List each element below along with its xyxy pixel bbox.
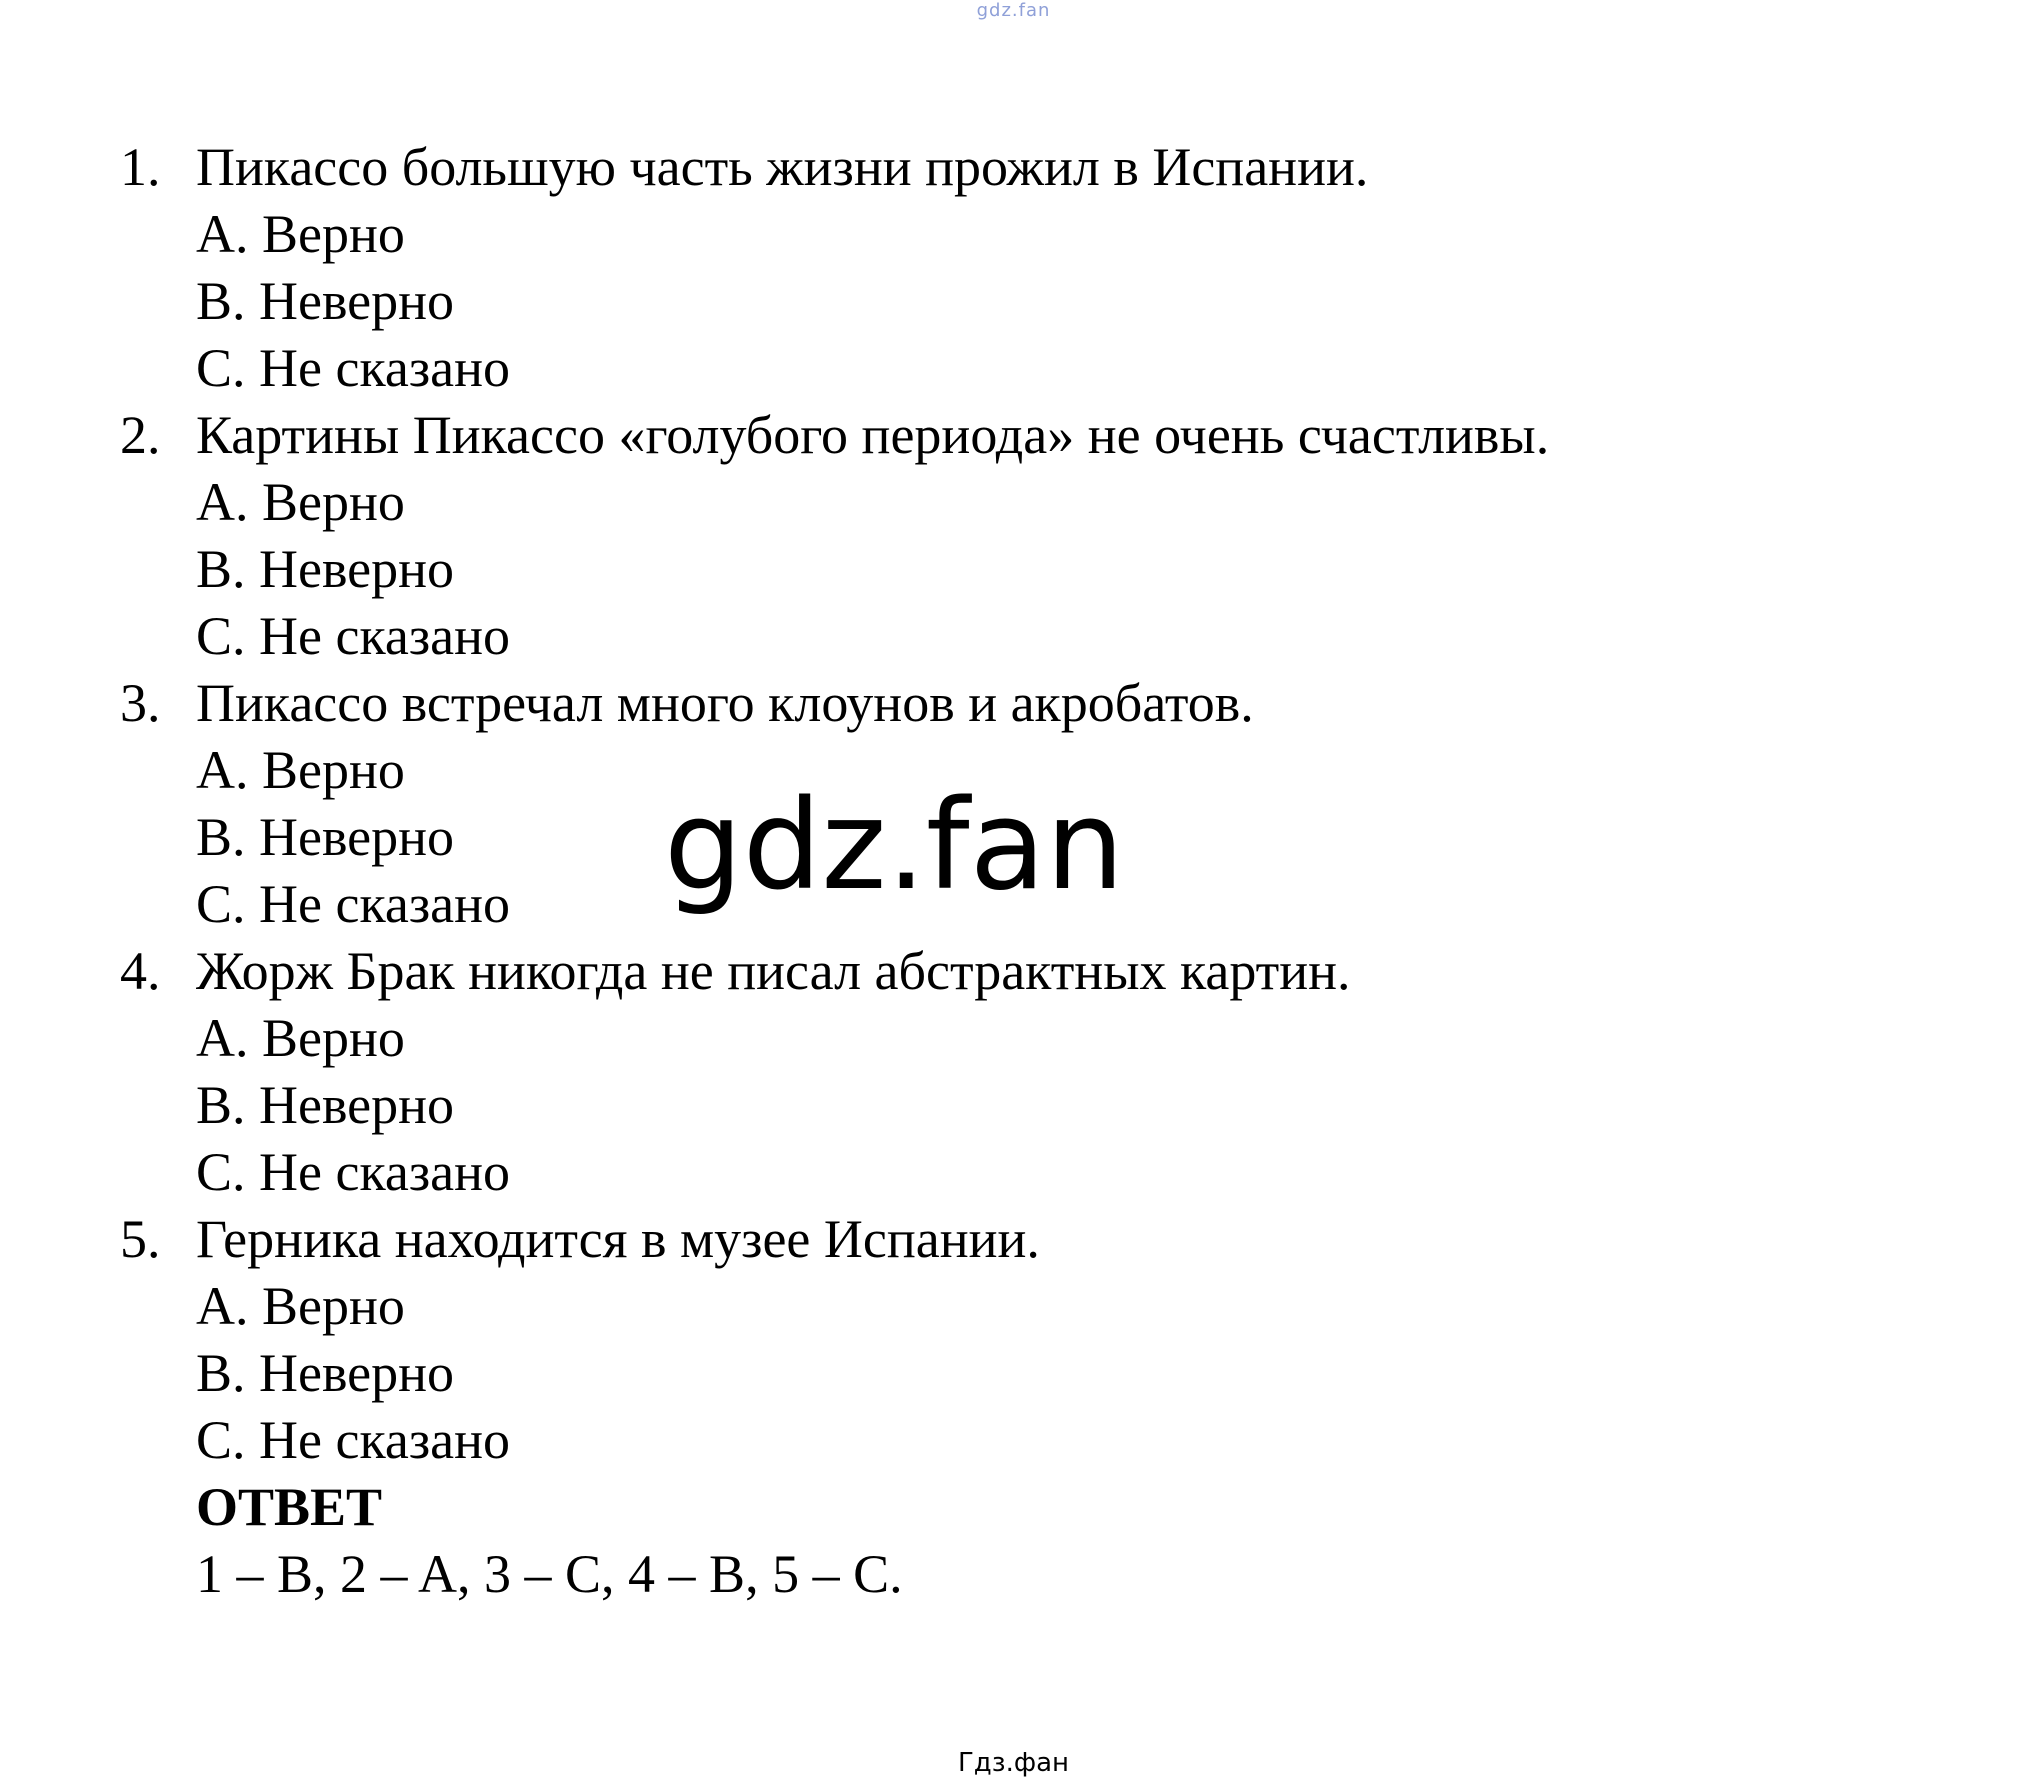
question-number: 2.: [120, 405, 161, 465]
option-label: C. Не сказано: [196, 874, 511, 934]
option-label: B. Неверно: [196, 1075, 455, 1135]
option-label: A. Верно: [196, 1008, 405, 1068]
option-label: C. Не сказано: [196, 1410, 511, 1470]
option-label: B. Неверно: [196, 539, 455, 599]
question-number: 4.: [120, 941, 161, 1001]
question-number: 3.: [120, 673, 161, 733]
question-number: 1.: [120, 137, 161, 197]
option-label: A. Верно: [196, 740, 405, 800]
option-label: A. Верно: [196, 472, 405, 532]
question-number: 5.: [120, 1209, 161, 1269]
answer-text: 1 – B, 2 – A, 3 – C, 4 – B, 5 – C.: [196, 1544, 903, 1604]
answer-title: ОТВЕТ: [196, 1477, 383, 1537]
center-watermark: gdz.fan: [664, 774, 1125, 918]
question-text: Жорж Брак никогда не писал абстрактных картин.: [196, 941, 1351, 1001]
question-text: Пикассо встречал много клоунов и акробатов.: [196, 673, 1254, 733]
option-label: B. Неверно: [196, 1343, 455, 1403]
option-label: B. Неверно: [196, 807, 455, 867]
option-label: C. Не сказано: [196, 1142, 511, 1202]
top-watermark: gdz.fan: [976, 0, 1051, 21]
option-label: B. Неверно: [196, 271, 455, 331]
option-label: A. Верно: [196, 204, 405, 264]
option-label: A. Верно: [196, 1276, 405, 1336]
question-text: Картины Пикассо «голубого периода» не очень счастливы.: [196, 405, 1550, 465]
option-label: C. Не сказано: [196, 338, 511, 398]
option-label: C. Не сказано: [196, 606, 511, 666]
question-text: Пикассо большую часть жизни прожил в Испании.: [196, 137, 1369, 197]
footer-caption: Гдз.фан: [957, 1748, 1070, 1778]
question-text: Герника находится в музее Испании.: [196, 1209, 1040, 1269]
